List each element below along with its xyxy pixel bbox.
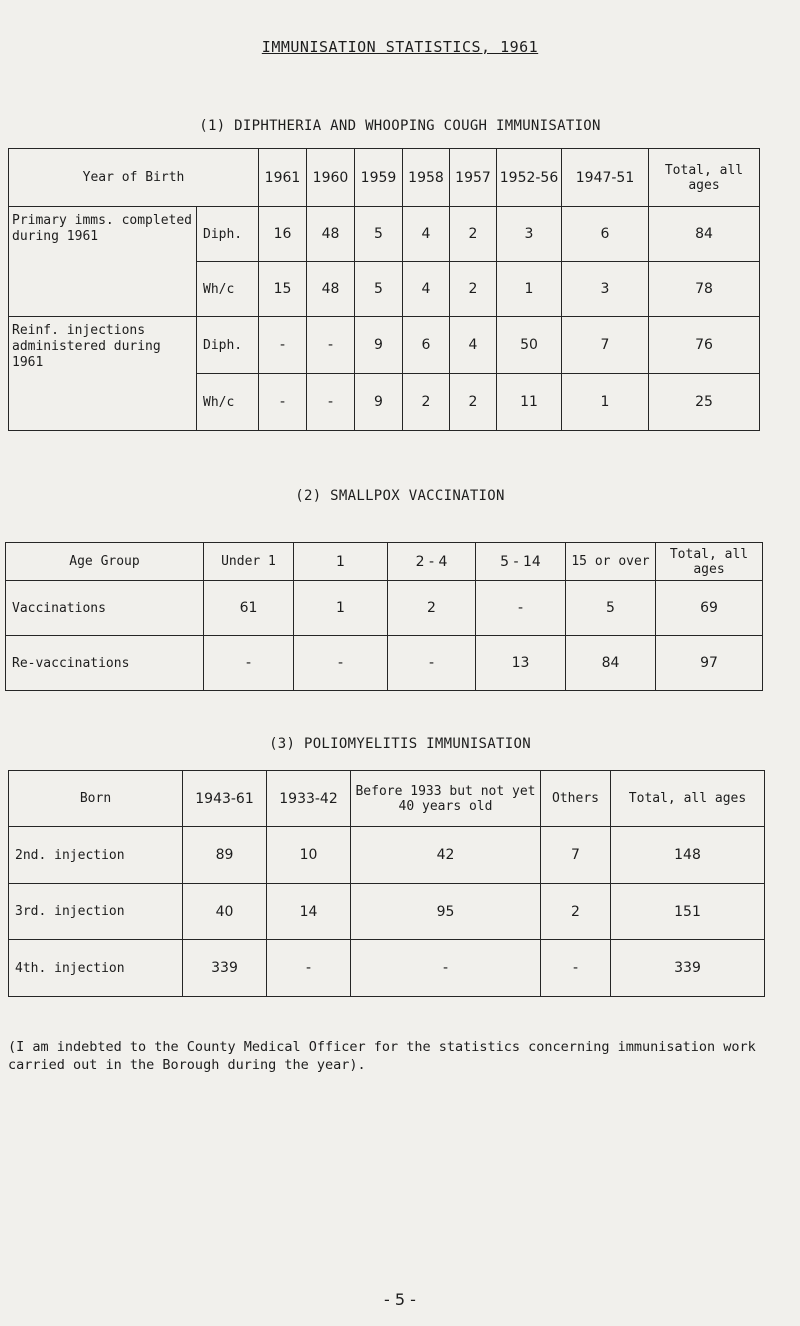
group-label: Primary imms. completed during 1961 (9, 207, 197, 317)
cell: 2 (450, 262, 497, 317)
cell: - (294, 636, 388, 691)
cell: 5 (566, 581, 656, 636)
cell: 5 (355, 262, 403, 317)
poliomyelitis-immunisation-table (8, 770, 765, 997)
column-header: Before 1933 but not yet 40 years old (351, 771, 541, 827)
cell: 151 (611, 884, 765, 940)
cell: 2 (541, 884, 611, 940)
cell: - (307, 374, 355, 431)
row-label: Re-vaccinations (6, 636, 204, 691)
cell: 3 (562, 262, 649, 317)
cell: 2 (450, 207, 497, 262)
born-header: Born (9, 771, 183, 827)
column-header: 1 (294, 543, 388, 581)
section2-heading: (2) SMALLPOX VACCINATION (295, 488, 505, 504)
cell: 84 (566, 636, 656, 691)
column-header: Others (541, 771, 611, 827)
row-type: Diph. (197, 207, 259, 262)
column-header: 1952-56 (497, 149, 562, 207)
cell: 2 (450, 374, 497, 431)
column-header: 1933-42 (267, 771, 351, 827)
acknowledgement-note: (I am indebted to the County Medical Officer for the statistics concerning immunisation work carried out in the Borough during the year). (8, 1039, 756, 1073)
row-label: Vaccinations (6, 581, 204, 636)
column-header: 5 - 14 (476, 543, 566, 581)
row-type: Diph. (197, 317, 259, 374)
cell: 1 (294, 581, 388, 636)
cell: - (541, 940, 611, 997)
cell: 42 (351, 827, 541, 884)
row-type: Wh/c (197, 374, 259, 431)
cell: 339 (183, 940, 267, 997)
smallpox-vaccination-table (5, 542, 763, 691)
section3-heading: (3) POLIOMYELITIS IMMUNISATION (269, 736, 531, 752)
cell: - (259, 374, 307, 431)
row-label: 4th. injection (9, 940, 183, 997)
row-type: Wh/c (197, 262, 259, 317)
cell: 69 (656, 581, 763, 636)
cell: 10 (267, 827, 351, 884)
cell: 78 (649, 262, 760, 317)
cell: 48 (307, 262, 355, 317)
cell: - (204, 636, 294, 691)
page-title: IMMUNISATION STATISTICS, 1961 (261, 38, 539, 56)
cell: 15 (259, 262, 307, 317)
cell: 148 (611, 827, 765, 884)
cell: 9 (355, 374, 403, 431)
cell: 50 (497, 317, 562, 374)
cell: 14 (267, 884, 351, 940)
age-group-header: Age Group (6, 543, 204, 581)
table-row (9, 207, 760, 262)
cell: 40 (183, 884, 267, 940)
cell: - (267, 940, 351, 997)
table-row (6, 581, 763, 636)
cell: 76 (649, 317, 760, 374)
year-of-birth-header: Year of Birth (9, 149, 259, 207)
section1-heading: (1) DIPHTHERIA AND WHOOPING COUGH IMMUNISATION (199, 118, 601, 134)
cell: - (388, 636, 476, 691)
cell: 2 (388, 581, 476, 636)
column-header: 2 - 4 (388, 543, 476, 581)
cell: 13 (476, 636, 566, 691)
cell: 97 (656, 636, 763, 691)
cell: 89 (183, 827, 267, 884)
cell: 339 (611, 940, 765, 997)
cell: - (259, 317, 307, 374)
table-row (9, 884, 765, 940)
table-row (9, 317, 760, 374)
column-header: 1959 (355, 149, 403, 207)
column-header: 1961 (259, 149, 307, 207)
cell: 6 (562, 207, 649, 262)
cell: 16 (259, 207, 307, 262)
cell: 48 (307, 207, 355, 262)
column-header-total: Total, all ages (649, 149, 760, 207)
cell: 4 (450, 317, 497, 374)
cell: 7 (541, 827, 611, 884)
cell: 7 (562, 317, 649, 374)
cell: - (476, 581, 566, 636)
column-header: Under 1 (204, 543, 294, 581)
cell: 95 (351, 884, 541, 940)
cell: 4 (403, 262, 450, 317)
cell: 11 (497, 374, 562, 431)
cell: - (351, 940, 541, 997)
cell: 1 (562, 374, 649, 431)
cell: 5 (355, 207, 403, 262)
cell: 9 (355, 317, 403, 374)
column-header: 1960 (307, 149, 355, 207)
cell: 6 (403, 317, 450, 374)
cell: 3 (497, 207, 562, 262)
page-number: - 5 - (384, 1290, 416, 1309)
column-header: 1947-51 (562, 149, 649, 207)
table-row (9, 940, 765, 997)
row-label: 2nd. injection (9, 827, 183, 884)
diphtheria-whooping-cough-table (8, 148, 760, 431)
cell: 25 (649, 374, 760, 431)
table-row (9, 827, 765, 884)
cell: 61 (204, 581, 294, 636)
column-header-total: Total, all ages (656, 543, 763, 581)
cell: 4 (403, 207, 450, 262)
group-label: Reinf. injections administered during 1961 (9, 317, 197, 431)
table-row (6, 636, 763, 691)
cell: - (307, 317, 355, 374)
row-label: 3rd. injection (9, 884, 183, 940)
column-header: 15 or over (566, 543, 656, 581)
cell: 84 (649, 207, 760, 262)
cell: 1 (497, 262, 562, 317)
column-header: 1958 (403, 149, 450, 207)
column-header: 1957 (450, 149, 497, 207)
cell: 2 (403, 374, 450, 431)
column-header-total: Total, all ages (611, 771, 765, 827)
column-header: 1943-61 (183, 771, 267, 827)
